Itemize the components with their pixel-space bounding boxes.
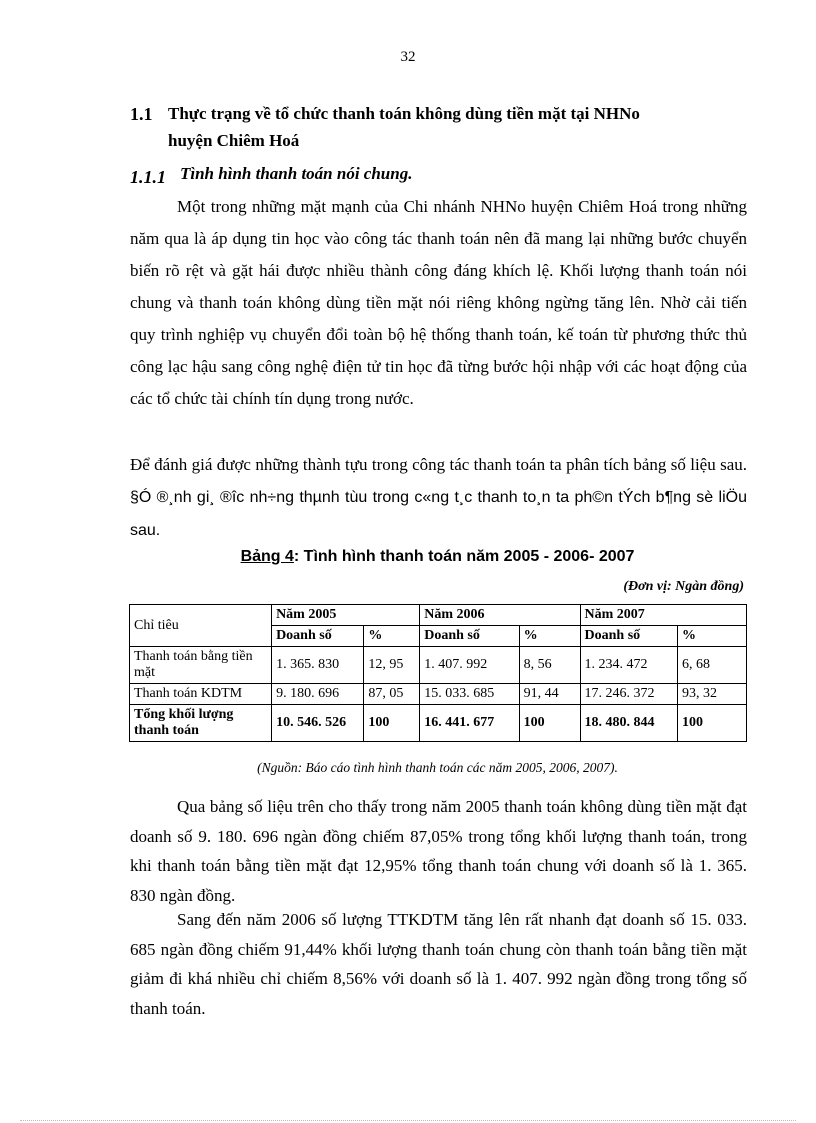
cell-percent-2007: 93, 32	[677, 684, 746, 705]
cell-percent-2006: 8, 56	[519, 647, 580, 684]
page-number: 32	[400, 49, 416, 65]
table-source: (Nguồn: Báo cáo tình hình thanh toán các năm 2005, 2006, 2007).	[257, 760, 618, 775]
subheader-percent-2005: %	[364, 626, 420, 647]
cell-percent-2005: 12, 95	[364, 647, 420, 684]
table-title-label: Bảng 4	[240, 548, 294, 565]
cell-percent-2005: 100	[364, 705, 420, 742]
paragraph-analysis-text: Để đánh giá được những thành tựu trong công tác thanh toán ta phân tích bảng số liệu sau.	[130, 455, 747, 474]
subheader-percent-2007: %	[677, 626, 746, 647]
paragraph-intro: Một trong những mặt mạnh của Chi nhánh NHNo huyện Chiêm Hoá trong những năm qua là áp dụng tin học vào công tác thanh toán nên đã mang lại những bước chuyển biến rõ rệt và gặt hái được nhiều thành công đáng khích lệ. Khối lượng thanh toán nói chung và thanh toán không dùng tiền mặt nói riêng không ngừng tăng lên. Nhờ cải tiến quy trình nghiệp vụ chuyển đổi toàn bộ hệ thống thanh toán, kế toán từ phương thức thủ công lạc hậu sang công nghệ điện tử tin học đã từng bước hội nhập với các hoạt động của các tổ chức tài chính tín dụng trong nước.	[130, 197, 747, 408]
cell-revenue-2006: 16. 441. 677	[420, 705, 519, 742]
subheader-percent-2006: %	[519, 626, 580, 647]
section-title	[168, 100, 768, 154]
table-row-cash	[130, 647, 747, 684]
cell-percent-2006: 100	[519, 705, 580, 742]
header-year-2006: Năm 2006	[420, 605, 580, 626]
cell-revenue-2006: 1. 407. 992	[420, 647, 519, 684]
cell-percent-2007: 100	[677, 705, 746, 742]
cell-percent-2006: 91, 44	[519, 684, 580, 705]
cell-revenue-2005: 9. 180. 696	[272, 684, 364, 705]
subheader-revenue-2007: Doanh số	[580, 626, 677, 647]
subheader-revenue-2005: Doanh số	[272, 626, 364, 647]
table-title	[0, 548, 816, 566]
paragraph-2006-analysis: Sang đến năm 2006 số lượng TTKDTM tăng lên rất nhanh đạt doanh số 15. 033. 685 ngàn đồng chiếm 91,44% khối lượng thanh toán chung còn thanh toán bằng tiền mặt giảm đi khá nhiều chỉ chiếm 8,56% với doanh số là 1. 407. 992 ngàn đồng trong tổng số thanh toán.	[130, 910, 747, 1018]
table-header-row	[130, 605, 747, 626]
cell-revenue-2005: 10. 546. 526	[272, 705, 364, 742]
page-bottom-divider	[20, 1120, 796, 1121]
cell-revenue-2006: 15. 033. 685	[420, 684, 519, 705]
row-label: Tổng khối lượng thanh toán	[130, 705, 272, 742]
cell-revenue-2005: 1. 365. 830	[272, 647, 364, 684]
row-label: Thanh toán KDTM	[130, 684, 272, 705]
section-title-line-2: huyện Chiêm Hoá	[168, 131, 300, 150]
cell-revenue-2007: 18. 480. 844	[580, 705, 677, 742]
table-row-kdtm	[130, 684, 747, 705]
header-year-2007: Năm 2007	[580, 605, 746, 626]
paragraph-2005-analysis: Qua bảng số liệu trên cho thấy trong năm 2005 thanh toán không dùng tiền mặt đạt doanh số 9. 180. 696 ngàn đồng chiếm 87,05% trong tổng khối lượng thanh toán, trong khi thanh toán bằng tiền mặt đạt 12,95% tổng thanh toán chung với doanh số là 1. 365. 830 ngàn đồng.	[130, 797, 747, 905]
cell-revenue-2007: 17. 246. 372	[580, 684, 677, 705]
subsection-number: 1.1.1	[130, 167, 166, 187]
header-year-2005: Năm 2005	[272, 605, 420, 626]
cell-percent-2005: 87, 05	[364, 684, 420, 705]
subsection-title: Tình hình thanh toán nói chung.	[180, 164, 413, 183]
table-row-total	[130, 705, 747, 742]
cell-percent-2007: 6, 68	[677, 647, 746, 684]
row-label: Thanh toán bằng tiền mặt	[130, 647, 272, 684]
table-unit: (Đơn vị: Ngàn đồng)	[623, 579, 744, 594]
section-number: 1.1	[130, 104, 153, 124]
header-indicator: Chỉ tiêu	[130, 605, 272, 647]
paragraph-analysis-intro	[130, 449, 747, 547]
subheader-revenue-2006: Doanh số	[420, 626, 519, 647]
table-title-text: : Tình hình thanh toán năm 2005 - 2006- 2007	[293, 548, 635, 565]
paragraph-analysis-garbled: §Ó ®¸nh gi¸ ®îc nh÷ng thµnh tùu trong c«ng t¸c thanh to¸n ta ph©n tÝch b¶ng sè liÖu sau.	[130, 489, 747, 539]
payment-table	[129, 604, 747, 742]
section-title-line-1: Thực trạng về tổ chức thanh toán không dùng tiền mặt tại NHNo	[168, 104, 640, 123]
cell-revenue-2007: 1. 234. 472	[580, 647, 677, 684]
